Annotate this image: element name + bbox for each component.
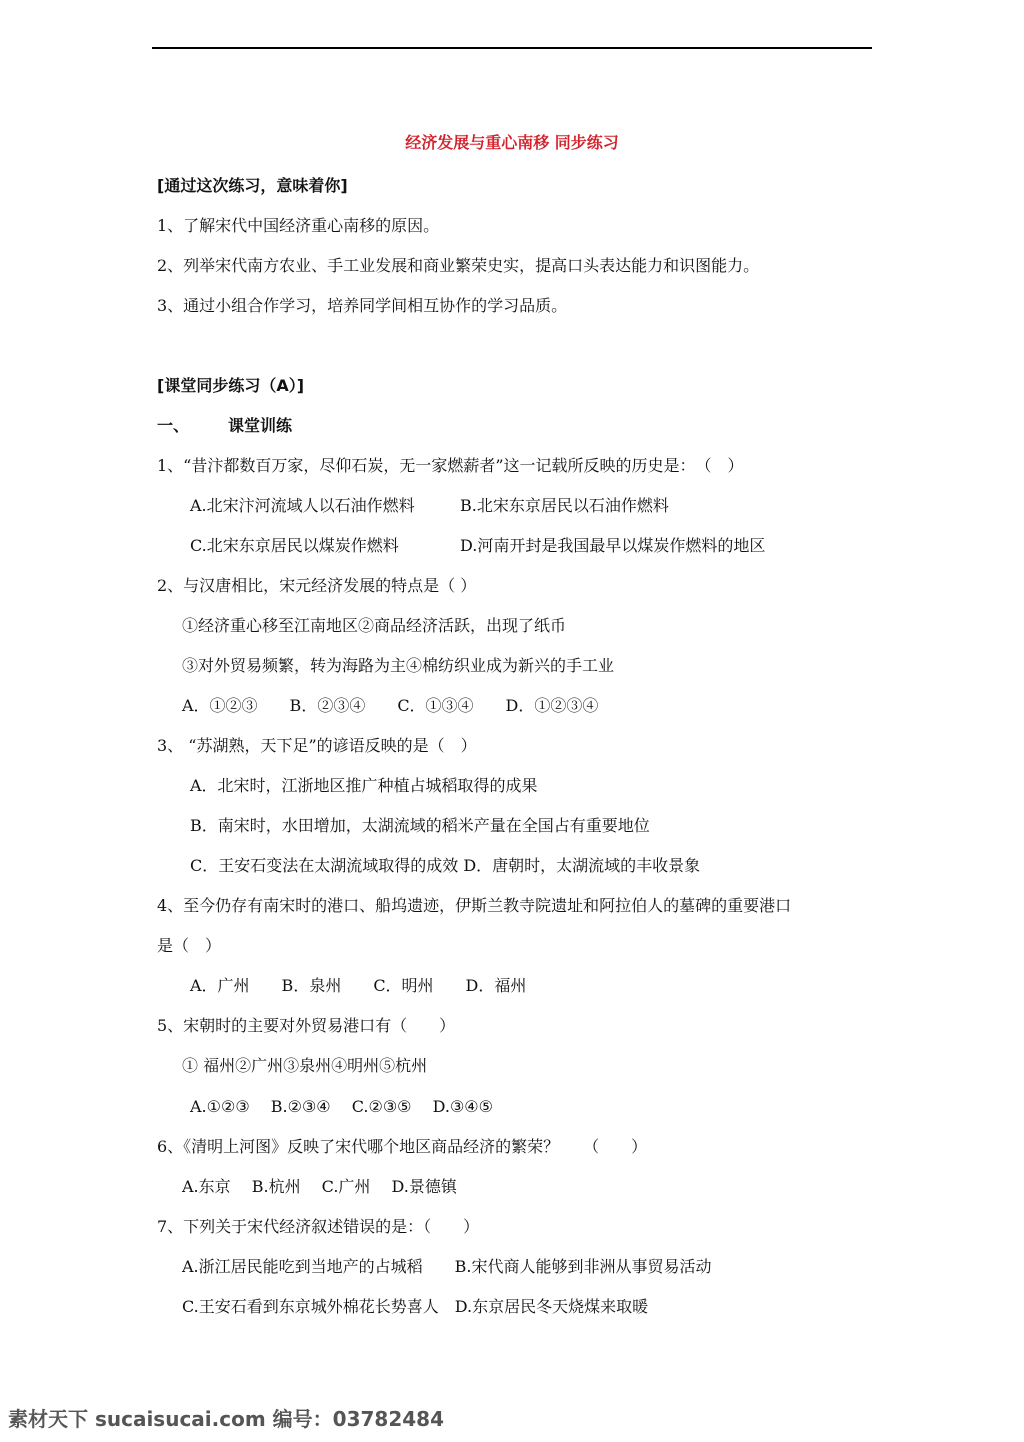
q1-option-d: D.河南开封是我国最早以煤炭作燃料的地区 <box>460 536 766 555</box>
q7-stem: 7、下列关于宋代经济叙述错误的是：（ ） <box>157 1217 480 1236</box>
q3-option-b: B．南宋时，水田增加，太湖流域的稻米产量在全国占有重要地位 <box>190 816 650 835</box>
q2-options: A．①②③ B．②③④ C．①③④ D．①②③④ <box>182 696 599 715</box>
q2-item-1: ①经济重心移至江南地区②商品经济活跃，出现了纸币 <box>182 616 567 635</box>
part-title: 课堂训练 <box>228 416 293 435</box>
q4-stem-line-2: 是（ ） <box>157 936 222 955</box>
part-number: 一、 <box>157 416 190 435</box>
objective-2: 2、列举宋代南方农业、手工业发展和商业繁荣史实，提高口头表达能力和识图能力。 <box>157 256 760 275</box>
q5-options: A.①②③ B.②③④ C.②③⑤ D.③④⑤ <box>190 1097 493 1116</box>
section-heading: [课堂同步练习（A）] <box>157 376 305 395</box>
objective-3: 3、通过小组合作学习，培养同学间相互协作的学习品质。 <box>157 296 568 315</box>
q7-option-cd: C.王安石看到东京城外棉花长势喜人 D.东京居民冬天烧煤来取暖 <box>182 1297 649 1316</box>
q1-option-b: B.北宋东京居民以石油作燃料 <box>460 496 669 515</box>
q6-options: A.东京 B.杭州 C.广州 D.景德镇 <box>182 1177 457 1196</box>
q2-item-2: ③对外贸易频繁，转为海路为主④棉纺织业成为新兴的手工业 <box>182 656 615 675</box>
q5-items: ① 福州②广州③泉州④明州⑤杭州 <box>182 1056 428 1075</box>
q5-stem: 5、宋朝时的主要对外贸易港口有（ ） <box>157 1016 456 1035</box>
header-rule <box>152 47 872 49</box>
q4-stem-line-1: 4、至今仍存有南宋时的港口、船坞遗迹，伊斯兰教寺院遗址和阿拉伯人的墓碑的重要港口 <box>157 896 792 915</box>
q4-options: A．广州 B．泉州 C．明州 D．福州 <box>190 976 527 995</box>
objective-1: 1、了解宋代中国经济重心南移的原因。 <box>157 216 440 235</box>
q2-stem: 2、与汉唐相比，宋元经济发展的特点是（ ） <box>157 576 477 595</box>
q1-option-a: A.北宋汴河流域人以石油作燃料 <box>190 496 415 515</box>
q3-option-a: A．北宋时，江浙地区推广种植占城稻取得的成果 <box>190 776 538 795</box>
q1-stem: 1、“昔汴都数百万家，尽仰石炭，无一家燃薪者”这一记载所反映的历史是： （ ） <box>157 456 744 475</box>
q6-stem: 6、《清明上河图》反映了宋代哪个地区商品经济的繁荣？ （ ） <box>157 1137 648 1156</box>
objectives-heading: [通过这次练习，意味着你] <box>157 176 348 195</box>
document-title: 经济发展与重心南移 同步练习 <box>405 133 619 152</box>
q1-option-c: C.北宋东京居民以煤炭作燃料 <box>190 536 399 555</box>
q7-option-ab: A.浙江居民能吃到当地产的占城稻 B.宋代商人能够到非洲从事贸易活动 <box>182 1257 712 1276</box>
q3-stem: 3、 “苏湖熟，天下足”的谚语反映的是（ ） <box>157 736 477 755</box>
q3-option-cd: C．王安石变法在太湖流域取得的成效 D．唐朝时，太湖流域的丰收景象 <box>190 856 701 875</box>
watermark: 素材天下 sucaisucai.com 编号：03782484 <box>8 1407 444 1431</box>
